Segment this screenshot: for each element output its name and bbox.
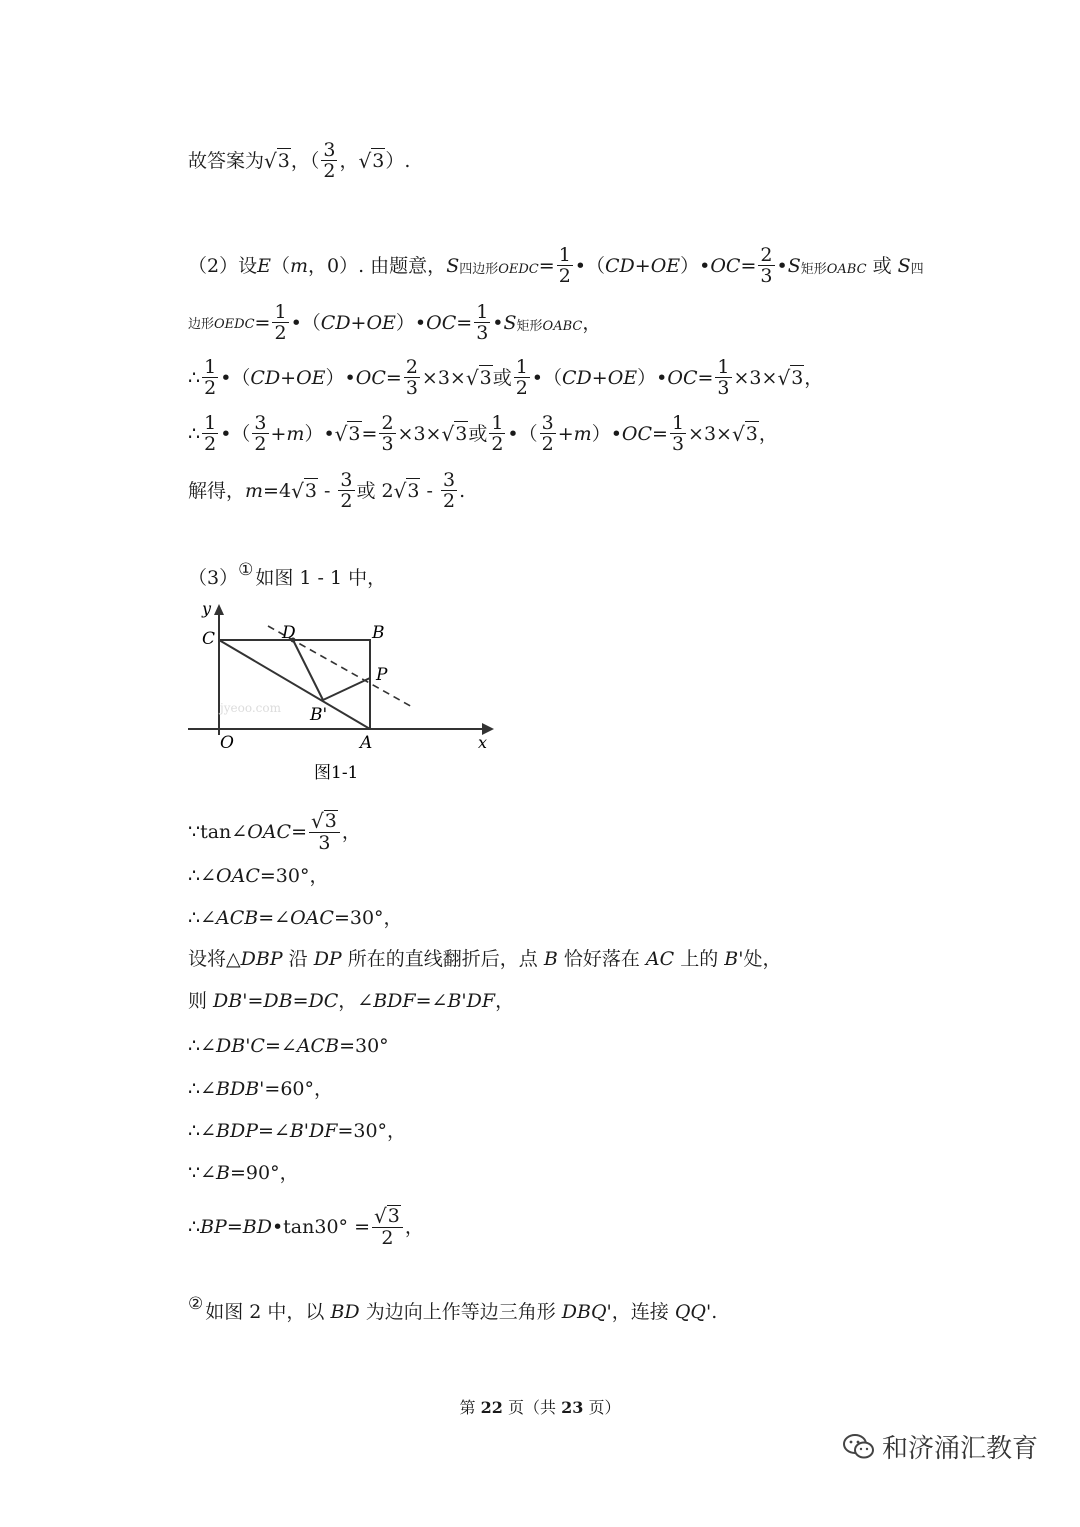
numerator: 2 <box>405 356 418 378</box>
label-d: D <box>282 623 296 643</box>
denominator: 2 <box>274 322 287 344</box>
text: ， <box>582 311 602 334</box>
var: B <box>543 948 558 970</box>
subscript: 矩形 <box>516 318 543 334</box>
text: 或 <box>468 422 488 445</box>
sqrt: √ 3 <box>393 479 420 503</box>
sqrt: √ 3 <box>358 149 385 173</box>
text: =∠ <box>258 1120 290 1142</box>
fraction <box>489 413 505 454</box>
radicand: 3 <box>348 423 361 445</box>
numerator: 1 <box>476 301 489 323</box>
text: =∠ <box>264 1035 297 1057</box>
fraction <box>252 413 268 454</box>
text: ）• <box>680 254 711 277</box>
radicand: 3 <box>324 810 337 832</box>
subscript: 矩形 <box>800 261 827 277</box>
text: =30°， <box>259 865 329 887</box>
subscript: OEDC <box>498 261 539 277</box>
text: ，∠ <box>338 990 374 1012</box>
denominator: 2 <box>254 433 267 455</box>
fold-assumption-line <box>188 947 781 971</box>
text: =∠ <box>258 907 291 929</box>
y-axis-arrow <box>214 604 224 615</box>
text: ∴∠ <box>188 1078 217 1100</box>
text: ）• <box>637 366 668 389</box>
text: •（ <box>220 366 251 389</box>
text: 恰好落在 <box>557 948 646 970</box>
text: 页） <box>583 1398 621 1417</box>
var: m <box>245 479 264 502</box>
var: BDB' <box>216 1078 265 1100</box>
text: 或 <box>872 254 892 277</box>
text: ×3× <box>688 422 732 445</box>
denominator: 3 <box>318 832 331 854</box>
sqrt: √ 3 <box>465 366 492 390</box>
part2-setup-line: （2）设 E （ m ，0）. 由题意， S 四边形 OEDC = $\frac{1}{2}$ •（ CD+OE ）• OC = $\frac{2}{3}$ • S 矩形 OABC 或 S 四 <box>188 244 924 287</box>
fraction <box>321 140 337 181</box>
numerator: 1 <box>491 412 504 434</box>
radicand: 3 <box>372 150 385 172</box>
denominator: 2 <box>323 160 336 182</box>
text: 处， <box>743 948 782 970</box>
label-y: y <box>202 600 212 618</box>
denominator: 2 <box>491 433 504 455</box>
text: =30° <box>339 1035 389 1057</box>
text: = <box>385 366 402 389</box>
numerator: 1 <box>515 356 528 378</box>
text: •（ <box>290 311 321 334</box>
text: ）• <box>591 422 622 445</box>
angle-b-line <box>188 1161 299 1185</box>
subscript: OABC <box>542 318 583 334</box>
segment-bp <box>323 678 370 700</box>
text: 所在的直线翻折后，点 <box>341 948 544 970</box>
figure-caption: 图1-1 <box>314 763 359 783</box>
fraction <box>670 413 686 454</box>
denominator: 2 <box>204 377 217 399</box>
radicand: 3 <box>455 423 468 445</box>
var: OC <box>355 366 386 389</box>
var: DP <box>313 948 342 970</box>
var: AC <box>645 948 675 970</box>
text: . <box>711 1301 718 1323</box>
text: 为边向上作等边三角形 <box>359 1301 562 1323</box>
var: CD+OE <box>320 311 396 334</box>
angle-acb-line <box>188 906 403 930</box>
text: •（ <box>507 422 538 445</box>
text: 如图 2 中，以 <box>205 1301 331 1323</box>
text: 页（共 <box>502 1398 562 1417</box>
var: BD <box>330 1301 360 1323</box>
text: ）. <box>385 149 411 172</box>
fraction <box>404 357 420 398</box>
therefore: ∴ <box>188 366 201 389</box>
radicand: 3 <box>277 150 290 172</box>
angle-oac-line <box>188 864 328 888</box>
radicand: 3 <box>304 480 317 502</box>
subscript: 四 <box>910 261 924 277</box>
fraction <box>309 810 340 853</box>
denominator: 3 <box>760 265 773 287</box>
text: = <box>697 366 714 389</box>
fraction <box>557 245 573 286</box>
subscript: 四边形 <box>459 261 499 277</box>
var: B <box>216 1162 230 1184</box>
text: . <box>459 479 466 502</box>
angle-bdp-line <box>188 1119 406 1143</box>
var: DB' <box>213 990 248 1012</box>
page-total: 23 <box>561 1398 584 1417</box>
var: B'DF <box>289 1120 338 1142</box>
text: + <box>270 422 287 445</box>
radicand: 3 <box>387 1205 400 1227</box>
text: 或 <box>492 366 512 389</box>
fraction <box>202 413 218 454</box>
angle-bdb-line <box>188 1077 333 1101</box>
radicand: 3 <box>407 480 420 502</box>
text: = <box>291 820 307 843</box>
part3-step2-line <box>188 1294 718 1324</box>
part3-heading <box>188 560 387 590</box>
var: BD <box>242 1215 272 1238</box>
page-footer <box>0 1395 1080 1418</box>
numerator: √ 3 <box>372 1205 403 1228</box>
radicand: 3 <box>745 423 758 445</box>
text: =∠ <box>415 990 448 1012</box>
circled-number: ② <box>188 1294 204 1314</box>
text: •（ <box>531 366 563 389</box>
denominator: 2 <box>340 490 353 512</box>
fraction <box>758 245 774 286</box>
var: OC <box>426 311 457 334</box>
text: = <box>292 990 309 1012</box>
numerator: 1 <box>558 244 571 266</box>
var: OAC <box>247 820 292 843</box>
text: ）• <box>395 311 427 334</box>
tan-line <box>188 810 361 853</box>
label-o: O <box>220 733 234 753</box>
answer-line <box>188 140 410 181</box>
text: 解得， <box>188 479 246 502</box>
label-b: B <box>372 623 385 643</box>
brand-watermark <box>842 1428 1038 1465</box>
var: OAC <box>216 865 260 887</box>
fraction <box>338 470 354 511</box>
text: - <box>317 479 337 502</box>
text: 上的 <box>674 948 725 970</box>
text: ）• <box>304 422 335 445</box>
var: BDP <box>216 1120 258 1142</box>
var: CD+OE <box>562 366 638 389</box>
text: ，（ <box>290 149 320 172</box>
var: OC <box>621 422 653 445</box>
radicand: 3 <box>791 367 804 389</box>
equation-line-2 <box>188 413 778 454</box>
var: S <box>787 254 801 277</box>
numerator: 3 <box>442 469 456 491</box>
numerator: 1 <box>671 412 685 434</box>
label-c: C <box>202 629 216 649</box>
var: CD+OE <box>605 254 681 277</box>
bp-result-line <box>188 1205 424 1248</box>
var: m <box>289 254 309 277</box>
sqrt: √ 3 <box>334 422 361 446</box>
var: B'DF <box>447 990 496 1012</box>
sqrt: √ 3 <box>291 479 317 503</box>
denominator: 2 <box>558 265 571 287</box>
text: ，连接 <box>611 1301 675 1323</box>
text: ∴∠ <box>188 865 217 887</box>
text: = <box>247 990 264 1012</box>
label-b-prime: B' <box>310 705 328 725</box>
var: BDF <box>373 990 416 1012</box>
var: DBQ' <box>561 1301 612 1323</box>
radicand: 3 <box>479 367 492 389</box>
text: ， <box>758 422 778 445</box>
fraction <box>441 470 457 511</box>
var: QQ' <box>674 1301 712 1323</box>
text: 或 2 <box>356 479 394 502</box>
text: ）• <box>325 366 356 389</box>
var: DB'C <box>216 1035 265 1057</box>
text: =30°， <box>337 1120 407 1142</box>
figure-watermark: jyeoo.com <box>220 701 281 715</box>
numerator: √ 3 <box>309 810 340 833</box>
numerator: 2 <box>760 244 773 266</box>
text: - <box>420 479 439 502</box>
denominator: 2 <box>442 490 456 512</box>
text: •（ <box>574 254 605 277</box>
text: = <box>361 422 378 445</box>
var: OC <box>710 254 741 277</box>
text: ∴∠ <box>188 907 217 929</box>
text: ， <box>804 366 824 389</box>
numerator: 1 <box>204 356 217 378</box>
text: 故答案为 <box>188 149 265 172</box>
text: （ <box>270 254 290 277</box>
fraction <box>372 1205 403 1248</box>
segment-db <box>293 640 323 700</box>
text: 设将△ <box>188 948 241 970</box>
var: CD+OE <box>250 366 326 389</box>
fraction <box>379 413 395 454</box>
denominator: 3 <box>476 322 489 344</box>
text: ×3× <box>421 366 466 389</box>
denominator: 3 <box>717 377 730 399</box>
var: B' <box>724 948 744 970</box>
fraction <box>540 413 556 454</box>
equal-segments-line <box>188 989 514 1013</box>
text: =4 <box>263 479 292 502</box>
denominator: 3 <box>381 433 394 455</box>
text: ， <box>339 149 359 172</box>
text: ， <box>495 990 515 1012</box>
var: DB <box>263 990 293 1012</box>
therefore: ∴ <box>188 422 201 445</box>
var: S <box>446 254 460 277</box>
text: =90°， <box>229 1162 299 1184</box>
text: ， <box>404 1215 424 1238</box>
angle-dbc-line <box>188 1034 389 1058</box>
text: ×3× <box>397 422 442 445</box>
var: DBP <box>240 948 283 970</box>
text: ∴∠ <box>188 1035 217 1057</box>
figure-1-1 <box>186 600 506 790</box>
text: 如图 1 - 1 中， <box>255 567 387 589</box>
denominator: 3 <box>671 433 685 455</box>
text: ，0）. 由题意， <box>308 254 447 277</box>
text: （2）设 <box>188 254 258 277</box>
sqrt: √ 3 <box>731 422 758 446</box>
text: ∴ <box>188 1215 201 1238</box>
fraction <box>514 357 530 398</box>
sqrt: √ 3 <box>264 149 290 173</box>
label-p: P <box>376 665 388 685</box>
diagonal-ca <box>219 640 370 729</box>
numerator: 3 <box>340 469 353 491</box>
text: ∴∠ <box>188 1120 217 1142</box>
text: 第 <box>459 1398 481 1417</box>
text: ×3× <box>733 366 778 389</box>
var: m <box>573 422 592 445</box>
fraction <box>272 302 288 343</box>
denominator: 2 <box>204 433 217 455</box>
sqrt: √ 3 <box>777 366 804 390</box>
circled-number: ① <box>238 560 254 580</box>
text: = <box>652 422 668 445</box>
subscript: OABC <box>826 261 867 277</box>
fraction <box>715 357 731 398</box>
numerator: 3 <box>541 412 554 434</box>
fraction <box>202 357 218 398</box>
numerator: 1 <box>204 412 217 434</box>
denominator: 2 <box>515 377 528 399</box>
brand-name: 和济涌汇教育 <box>882 1434 1039 1464</box>
var: ACB <box>216 907 259 929</box>
wechat-icon <box>842 1432 876 1462</box>
sqrt: √ 3 <box>441 422 468 446</box>
text: ∵∠ <box>188 1162 217 1184</box>
text: ， <box>341 820 361 843</box>
page-number: 22 <box>480 1398 503 1417</box>
text: （3） <box>188 567 239 589</box>
numerator: 1 <box>717 356 730 378</box>
label-a: A <box>360 733 373 753</box>
subscript: OEDC <box>214 316 255 332</box>
var: S <box>897 254 911 277</box>
numerator: 3 <box>254 412 267 434</box>
var: BP <box>200 1215 227 1238</box>
var: S <box>503 311 517 334</box>
text: 则 <box>188 990 214 1012</box>
text: =30°， <box>333 907 403 929</box>
subscript: 边形 <box>188 316 215 332</box>
var: OAC <box>290 907 334 929</box>
numerator: 2 <box>381 412 394 434</box>
label-x: x <box>478 733 488 752</box>
text: •（ <box>220 422 251 445</box>
text: 沿 <box>282 948 314 970</box>
numerator: 3 <box>323 139 336 161</box>
text: = <box>226 1215 243 1238</box>
text: •tan30° = <box>271 1215 371 1238</box>
var: ACB <box>296 1035 340 1057</box>
text: • <box>492 311 504 334</box>
text: ∵tan∠ <box>188 820 248 843</box>
text: =60°， <box>264 1078 334 1100</box>
var: OC <box>667 366 698 389</box>
equation-line-1 <box>188 357 823 398</box>
solution-line <box>188 470 465 511</box>
var: E <box>257 254 271 277</box>
var: DC <box>308 990 339 1012</box>
part2-setup-line-cont: 边形 OEDC = $\frac{1}{2}$ •（ CD+OE ）• OC = $\frac{1}{3}$ • S 矩形 OABC ， <box>188 301 602 344</box>
text: + <box>557 422 574 445</box>
denominator: 2 <box>541 433 554 455</box>
denominator: 2 <box>381 1227 394 1249</box>
denominator: 3 <box>405 377 418 399</box>
fraction <box>474 302 490 343</box>
var: m <box>286 422 305 445</box>
numerator: 1 <box>274 301 287 323</box>
text: • <box>776 254 788 277</box>
